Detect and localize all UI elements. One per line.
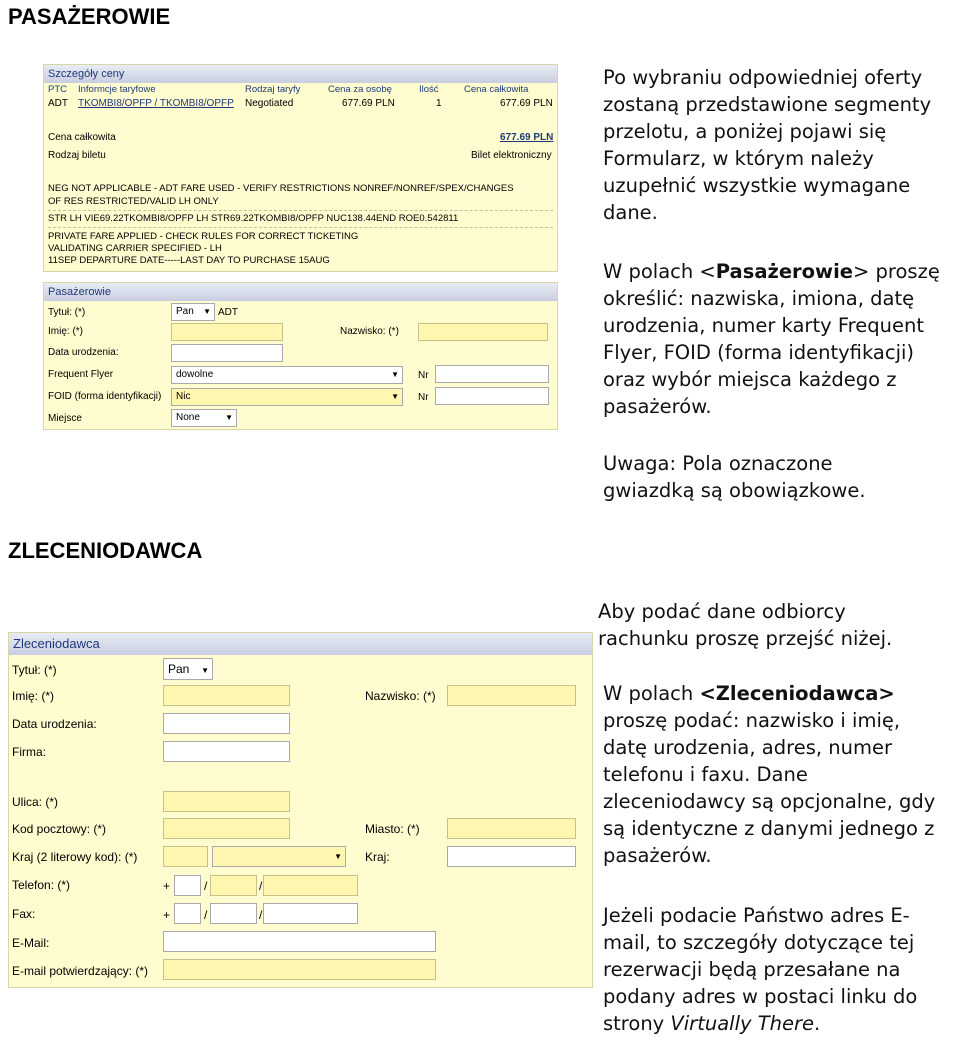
- email-confirm-label: E-mail potwierdzający: (*): [12, 964, 149, 978]
- passenger-title-label: Tytuł: (*): [48, 307, 86, 318]
- frequent-flyer-select[interactable]: [171, 366, 403, 384]
- col-total: Cena całkowita: [464, 84, 529, 95]
- price-panel-title: Szczegóły ceny: [44, 65, 557, 83]
- col-price-per-person: Cena za osobę: [328, 84, 392, 95]
- company-label: Firma:: [12, 745, 46, 759]
- row-price-per-person: 677.69 PLN: [342, 98, 395, 109]
- phone-label: Telefon: (*): [12, 878, 71, 892]
- p5-pre: W polach: [603, 682, 700, 705]
- passenger-firstname-label: Imię: (*): [48, 326, 83, 337]
- foid-value: Nic: [176, 391, 191, 402]
- city-label: Miasto: (*): [365, 822, 420, 836]
- passengers-instructions: [603, 258, 955, 420]
- fare-note-line: STR LH VIE69.22TKOMBI8/OPFP LH STR69.22TKOMBI8/OPFP NUC138.44END ROE0.542811: [48, 213, 459, 224]
- email-info-paragraph: [603, 902, 955, 1037]
- orderer-instructions: [603, 680, 948, 869]
- orderer-firstname-label: Imię: (*): [12, 689, 54, 703]
- fax-slash: /: [204, 908, 208, 922]
- zip-label: Kod pocztowy: (*): [12, 822, 107, 836]
- passenger-dob-label: Data urodzenia:: [48, 347, 119, 358]
- p5-post: proszę podać: nazwisko i imię, datę urodzenia, adres, numer telefonu i faxu. Dane zleceniodawcy są opcjonalne, gdy są identyczne z danymi jednego z pasażerów.: [603, 709, 936, 867]
- p6-post: .: [814, 1012, 821, 1035]
- fax-area-input[interactable]: [210, 903, 257, 924]
- passenger-title-select[interactable]: [171, 303, 215, 321]
- fare-note-line: NEG NOT APPLICABLE - ADT FARE USED - VERIFY RESTRICTIONS NONREF/NONREF/SPEX/CHANGES: [48, 183, 514, 194]
- fare-note-line: VALIDATING CARRIER SPECIFIED - LH: [48, 243, 222, 254]
- email-confirm-input[interactable]: [163, 959, 436, 980]
- invoice-note: Aby podać dane odbiorcy rachunku proszę przejść niżej.: [598, 600, 893, 650]
- foid-select[interactable]: [171, 388, 403, 406]
- chevron-down-icon: ▼: [391, 392, 399, 401]
- row-total: 677.69 PLN: [500, 98, 553, 109]
- divider: [48, 227, 553, 228]
- fax-slash: /: [259, 908, 263, 922]
- phone-number-input[interactable]: [263, 875, 358, 896]
- passenger-title-value: Pan: [176, 306, 194, 317]
- chevron-down-icon: ▼: [225, 413, 233, 422]
- passenger-lastname-label: Nazwisko: (*): [340, 326, 399, 337]
- foid-number-input[interactable]: [435, 387, 549, 405]
- fax-plus: +: [163, 908, 171, 922]
- required-note: Uwaga: Pola oznaczone gwiazdką są obowiązkowe.: [603, 452, 866, 502]
- phone-slash: /: [259, 879, 263, 893]
- total-label: Cena całkowita: [48, 132, 116, 143]
- orderer-dob-label: Data urodzenia:: [12, 717, 97, 731]
- col-ptc: PTC: [48, 84, 67, 95]
- ff-number-label: Nr: [418, 370, 429, 381]
- orderer-lastname-label: Nazwisko: (*): [365, 689, 436, 703]
- passenger-type-code: ADT: [218, 307, 238, 318]
- phone-country-input[interactable]: [174, 875, 201, 896]
- section-heading-passengers: PASAŻEROWIE: [8, 4, 171, 29]
- passengers-panel-title: Pasażerowie: [44, 283, 557, 301]
- phone-slash: /: [204, 879, 208, 893]
- orderer-panel: [8, 632, 593, 988]
- street-input[interactable]: [163, 791, 290, 812]
- p6-pre: Jeżeli podacie Państwo adres E-mail, to szczegóły dotyczące tej rezerwacji będą przesałane na podany adres w postaci linku do strony: [603, 904, 918, 1035]
- passengers-panel: [43, 282, 558, 430]
- p6-italic: Virtually There: [670, 1012, 815, 1035]
- p2-pre: W polach <: [603, 260, 716, 283]
- divider: [48, 210, 553, 211]
- orderer-title-value: Pan: [168, 662, 190, 676]
- passenger-lastname-input[interactable]: [418, 323, 548, 341]
- orderer-panel-title: Zleceniodawca: [9, 633, 592, 655]
- ff-number-input[interactable]: [435, 365, 549, 383]
- orderer-title-select[interactable]: [163, 658, 213, 680]
- fare-note-line: 11SEP DEPARTURE DATE-----LAST DAY TO PURCHASE 15AUG: [48, 255, 330, 266]
- row-fare-type: Negotiated: [245, 98, 294, 109]
- row-fare-info-link[interactable]: TKOMBI8/OPFP / TKOMBI8/OPFP: [78, 98, 234, 109]
- email-label: E-Mail:: [12, 936, 50, 950]
- seat-select[interactable]: [171, 409, 237, 427]
- phone-area-input[interactable]: [210, 875, 257, 896]
- foid-label: FOID (forma identyfikacji): [48, 391, 162, 402]
- country-name-input[interactable]: [447, 846, 576, 867]
- ticket-type-label: Rodzaj biletu: [48, 150, 106, 161]
- city-input[interactable]: [447, 818, 576, 839]
- company-input[interactable]: [163, 741, 290, 762]
- street-label: Ulica: (*): [12, 795, 59, 809]
- row-ptc: ADT: [48, 98, 68, 109]
- p2-bold: Pasażerowie: [715, 260, 853, 283]
- phone-plus: +: [163, 879, 171, 893]
- chevron-down-icon: ▼: [203, 307, 211, 316]
- price-details-panel: [43, 64, 558, 272]
- orderer-dob-input[interactable]: [163, 713, 290, 734]
- country-select[interactable]: [212, 846, 346, 867]
- seat-label: Miejsce: [48, 413, 82, 424]
- fax-label: Fax:: [12, 907, 36, 921]
- chevron-down-icon: ▼: [201, 666, 209, 675]
- fare-note-line: OF RES RESTRICTED/VALID LH ONLY: [48, 196, 219, 207]
- foid-number-label: Nr: [418, 392, 429, 403]
- fare-note-line: PRIVATE FARE APPLIED - CHECK RULES FOR CORRECT TICKETING: [48, 231, 359, 242]
- col-fare-info: Informcje taryfowe: [78, 84, 156, 95]
- col-fare-type: Rodzaj taryfy: [245, 84, 301, 95]
- seat-value: None: [176, 412, 200, 423]
- zip-input[interactable]: [163, 818, 290, 839]
- ticket-type-value: Bilet elektroniczny: [471, 150, 552, 161]
- email-input[interactable]: [163, 931, 436, 952]
- passenger-dob-input[interactable]: [171, 344, 283, 362]
- orderer-lastname-input[interactable]: [447, 685, 576, 706]
- p2-post: > proszę określić: nazwiska, imiona, datę urodzenia, numer karty Frequent Flyer, FOID (forma identyfikacji) oraz wybór miejsca każdego z pasażerów.: [603, 260, 940, 418]
- chevron-down-icon: ▼: [391, 370, 399, 379]
- col-quantity: Ilość: [419, 84, 439, 95]
- orderer-firstname-input[interactable]: [163, 685, 290, 706]
- p5-bold: <Zleceniodawca>: [699, 682, 895, 705]
- passenger-firstname-input[interactable]: [171, 323, 283, 341]
- country-name-label: Kraj:: [365, 850, 390, 864]
- frequent-flyer-value: dowolne: [176, 369, 214, 380]
- intro-paragraph: Po wybraniu odpowiedniej oferty zostaną przedstawione segmenty przelotu, a poniżej pojawi się Formularz, w którym należy uzupełnić wszystkie wymagane dane.: [603, 66, 932, 224]
- country-code-input[interactable]: [163, 846, 208, 867]
- row-quantity: 1: [436, 98, 442, 109]
- chevron-down-icon: ▼: [334, 852, 342, 861]
- section-heading-orderer: ZLECENIODAWCA: [8, 538, 203, 563]
- fax-country-input[interactable]: [174, 903, 201, 924]
- frequent-flyer-label: Frequent Flyer: [48, 369, 114, 380]
- orderer-title-label: Tytuł: (*): [12, 663, 57, 677]
- country-code-label: Kraj (2 literowy kod): (*): [12, 850, 138, 864]
- total-value-link[interactable]: 677.69 PLN: [500, 132, 554, 143]
- fax-number-input[interactable]: [263, 903, 358, 924]
